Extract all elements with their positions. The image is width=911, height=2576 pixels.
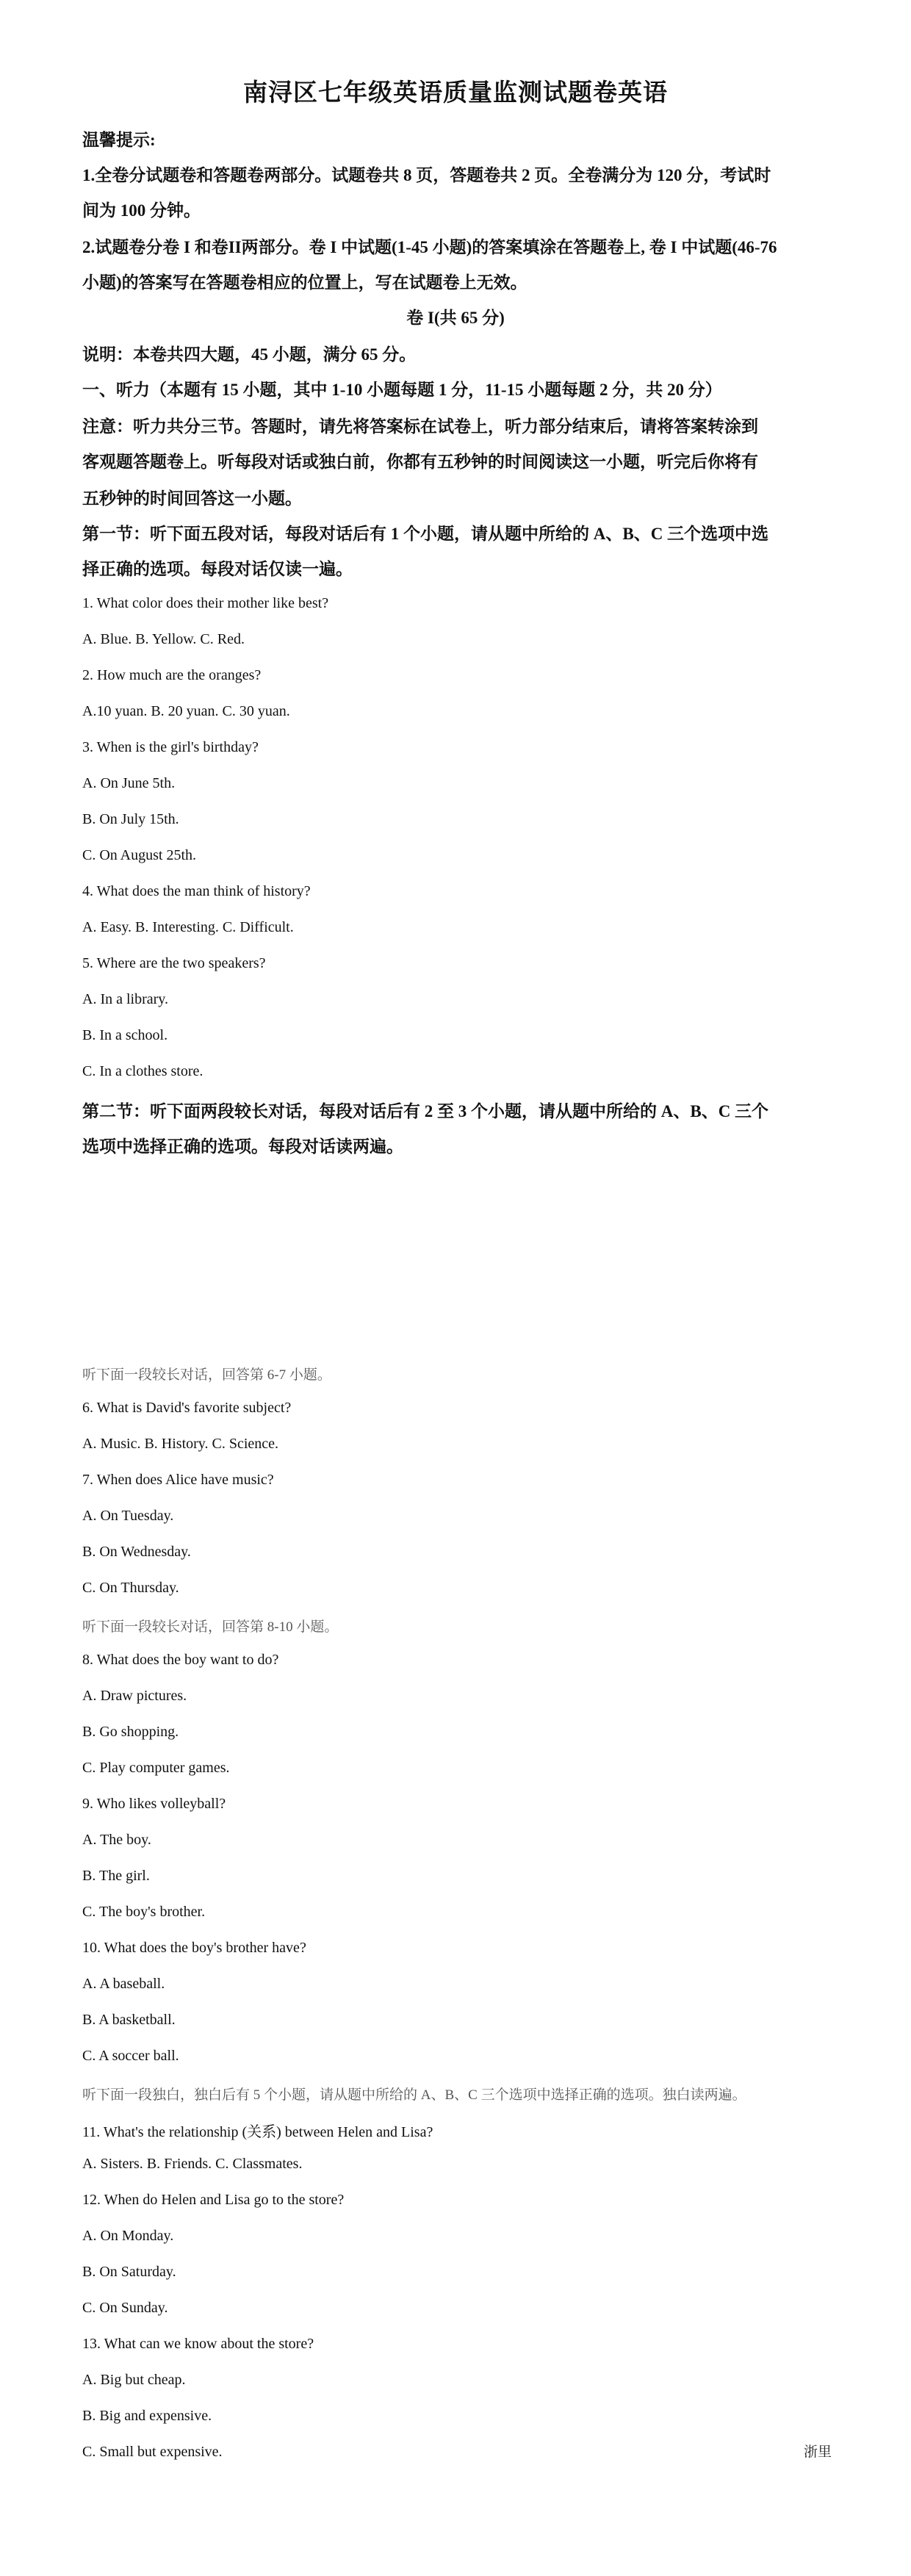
question-line: 13. What can we know about the store? xyxy=(82,2336,314,2352)
option-line: C. In a clothes store. xyxy=(82,1063,204,1079)
option-line: C. Play computer games. xyxy=(82,1760,230,1776)
option-line: B. On Wednesday. xyxy=(82,1544,191,1560)
page-title: 南浔区七年级英语质量监测试题卷英语 xyxy=(243,78,668,107)
option-line: C. On Sunday. xyxy=(82,2300,168,2316)
option-line: A. Music. B. History. C. Science. xyxy=(82,1436,279,1452)
paper1-description: 说明：本卷共四大题，45 小题，满分 65 分。 xyxy=(82,345,417,364)
question-line: 1. What color does their mother like best? xyxy=(82,595,329,611)
question-line: 12. When do Helen and Lisa go to the store? xyxy=(82,2192,345,2208)
dialogue-instruction: 听下面一段较长对话，回答第 6-7 小题。 xyxy=(82,1367,331,1383)
option-line: A. On June 5th. xyxy=(82,775,176,791)
option-line: C. Small but expensive. xyxy=(82,2444,223,2460)
option-line: C. The boy's brother. xyxy=(82,1904,206,1920)
option-line: A. Draw pictures. xyxy=(82,1688,187,1704)
option-line: B. In a school. xyxy=(82,1027,168,1043)
listening-heading: 一、听力（本题有 15 小题，其中 1-10 小题每题 1 分，11-15 小题每题 2 分，共 20 分） xyxy=(82,381,722,399)
question-line: 5. Where are the two speakers? xyxy=(82,955,266,971)
option-line: B. A basketball. xyxy=(82,2012,176,2028)
question-line: 6. What is David's favorite subject? xyxy=(82,1400,292,1416)
notice-line-1a: 1.全卷分试题卷和答题卷两部分。试题卷共 8 页，答题卷共 2 页。全卷满分为 120 分，考试时 xyxy=(82,166,771,184)
option-line: B. Big and expensive. xyxy=(82,2408,212,2424)
option-line: B. On Saturday. xyxy=(82,2264,176,2280)
option-line: A. On Monday. xyxy=(82,2228,174,2244)
question-line: 7. When does Alice have music? xyxy=(82,1472,274,1488)
option-line: A.10 yuan. B. 20 yuan. C. 30 yuan. xyxy=(82,703,290,719)
dialogue-instruction: 听下面一段较长对话，回答第 8-10 小题。 xyxy=(82,1619,339,1635)
listening-note-a: 注意：听力共分三节。答题时，请先将答案标在试卷上，听力部分结束后，请将答案转涂到 xyxy=(82,417,758,436)
option-line: A. Blue. B. Yellow. C. Red. xyxy=(82,631,245,647)
notice-line-2b: 小题)的答案写在答题卷相应的位置上，写在试题卷上无效。 xyxy=(82,273,527,292)
option-line: A. Sisters. B. Friends. C. Classmates. xyxy=(82,2156,303,2172)
question-line: 3. When is the girl's birthday? xyxy=(82,739,259,755)
option-line: A. Easy. B. Interesting. C. Difficult. xyxy=(82,919,294,935)
listening-note-b: 客观题答题卷上。听每段对话或独白前，你都有五秒钟的时间阅读这一小题，听完后你将有 xyxy=(82,453,758,471)
section2-instruction-a: 第二节：听下面两段较长对话，每段对话后有 2 至 3 个小题，请从题中所给的 A、B、C 三个 xyxy=(82,1102,769,1120)
section2-instruction-b: 选项中选择正确的选项。每段对话读两遍。 xyxy=(82,1137,403,1156)
option-line: C. A soccer ball. xyxy=(82,2048,179,2064)
section1-instruction-b: 择正确的选项。每段对话仅读一遍。 xyxy=(82,560,353,578)
option-line: C. On August 25th. xyxy=(82,847,197,863)
notice-heading: 温馨提示: xyxy=(82,131,156,149)
option-line: A. On Tuesday. xyxy=(82,1508,174,1524)
question-line: 8. What does the boy want to do? xyxy=(82,1652,279,1668)
notice-line-1b: 间为 100 分钟。 xyxy=(82,201,201,220)
monologue-instruction: 听下面一段独白，独白后有 5 个小题，请从题中所给的 A、B、C 三个选项中选择正确的选项。独白读两遍。 xyxy=(82,2087,746,2103)
option-line: B. The girl. xyxy=(82,1868,150,1884)
option-line: C. On Thursday. xyxy=(82,1580,179,1596)
option-line: A. Big but cheap. xyxy=(82,2372,186,2388)
option-line: A. A baseball. xyxy=(82,1976,165,1992)
notice-line-2a: 2.试题卷分卷 I 和卷II两部分。卷 I 中试题(1-45 小题)的答案填涂在答题卷上, 卷 I 中试题(46-76 xyxy=(82,238,777,256)
option-line: A. In a library. xyxy=(82,991,168,1007)
listening-note-c: 五秒钟的时间回答这一小题。 xyxy=(82,489,302,508)
section1-instruction-a: 第一节：听下面五段对话，每段对话后有 1 个小题，请从题中所给的 A、B、C 三个选项中选 xyxy=(82,525,769,543)
paper1-heading: 卷 I(共 65 分) xyxy=(406,309,505,327)
question-line: 10. What does the boy's brother have? xyxy=(82,1940,306,1956)
option-line: B. Go shopping. xyxy=(82,1724,179,1740)
option-line: A. The boy. xyxy=(82,1832,151,1848)
question-line: 11. What's the relationship (关系) between Helen and Lisa? xyxy=(82,2124,433,2140)
option-line: B. On July 15th. xyxy=(82,811,179,827)
question-line: 2. How much are the oranges? xyxy=(82,667,262,683)
question-line: 4. What does the man think of history? xyxy=(82,883,311,899)
question-line: 9. Who likes volleyball? xyxy=(82,1796,226,1812)
footer-mark: 浙里 xyxy=(803,2444,832,2460)
